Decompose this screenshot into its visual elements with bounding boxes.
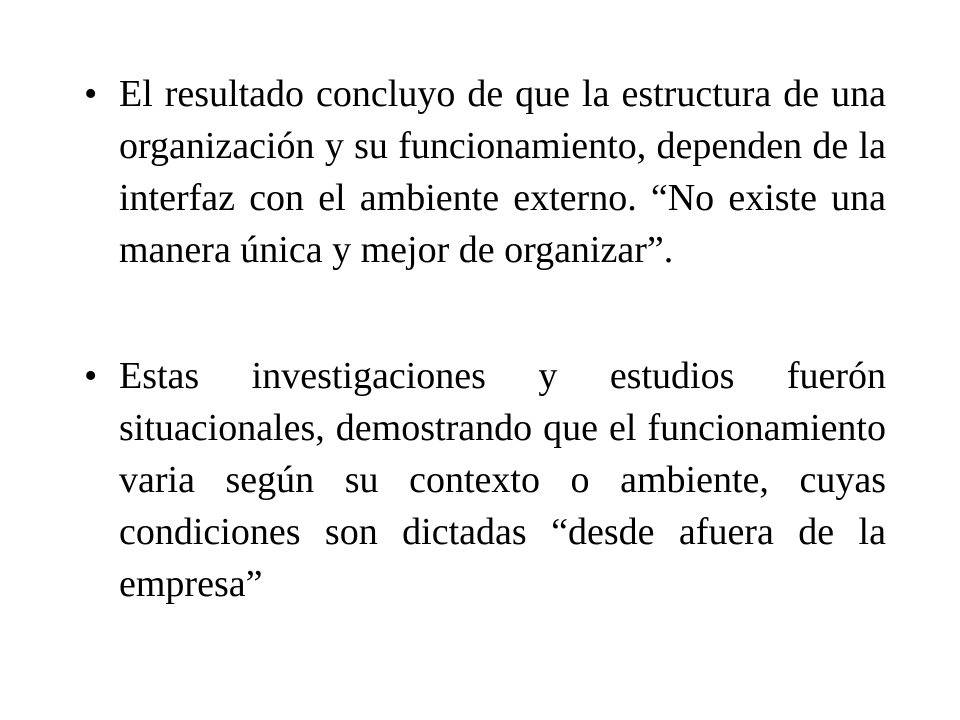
bullet-marker: • bbox=[84, 73, 98, 115]
bullet-marker: • bbox=[84, 355, 98, 397]
bullet-item-2 bbox=[76, 350, 886, 610]
bullet-list bbox=[76, 68, 886, 610]
bullet-item-1 bbox=[76, 68, 886, 276]
bullet-text: Estas investigaciones y estudios fuerón situacionales, demostrando que el funcionamiento varia según su contexto o ambiente, cuyas condiciones son dictadas “desde afuera de la empresa” bbox=[119, 355, 886, 605]
bullet-text: El resultado concluyo de que la estructura de una organización y su funcionamiento, dependen de la interfaz con el ambiente externo. “No existe una manera única y mejor de organizar”. bbox=[119, 73, 886, 271]
